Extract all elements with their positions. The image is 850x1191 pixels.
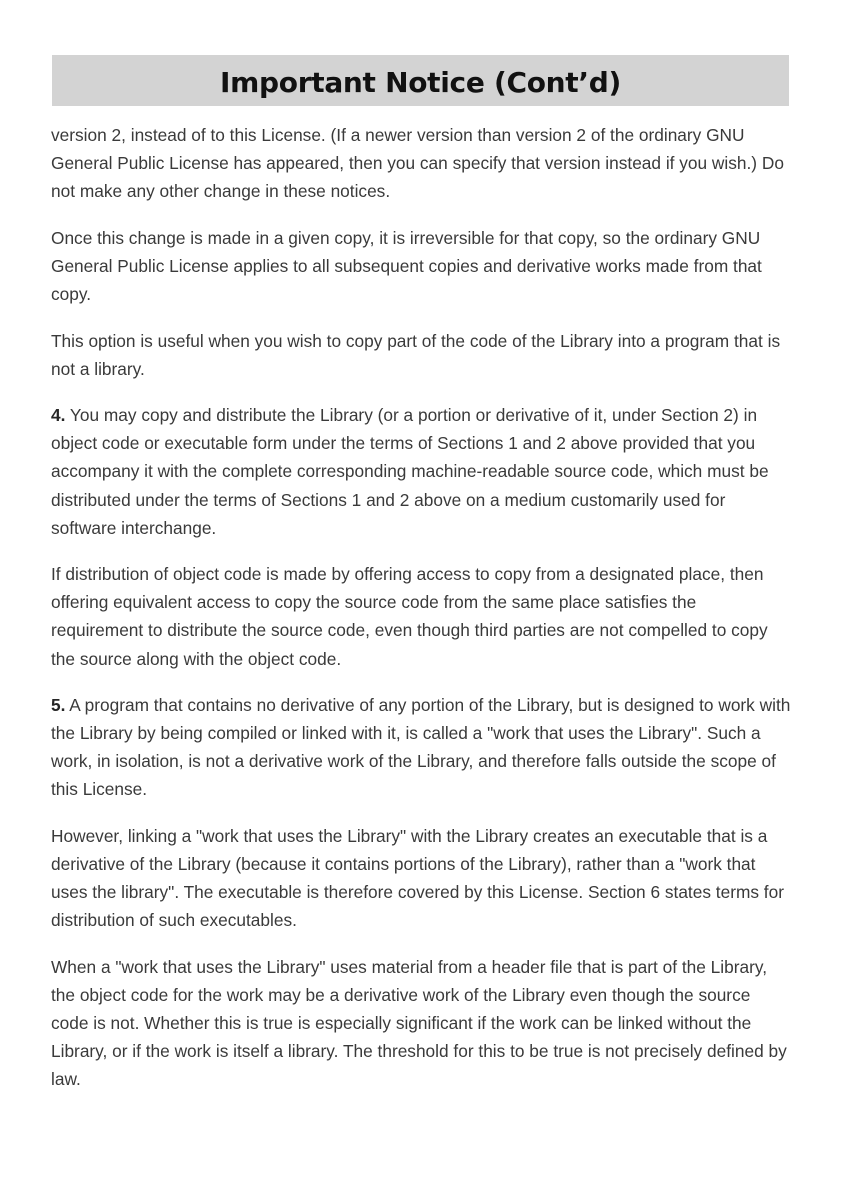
paragraph-text: Once this change is made in a given copy, it is irreversible for that copy, so the ordinary GNU General Public License applies to all subsequent copies and derivative works made from that copy. xyxy=(51,227,762,304)
paragraph xyxy=(51,121,791,205)
paragraph xyxy=(51,560,791,672)
section-number: 5. xyxy=(51,695,66,716)
paragraph-text: A program that contains no derivative of any portion of the Library, but is designed to work with the Library by being compiled or linked with it, is called a "work that uses the Library". Such a work, in isolation, is not a derivative work of the Library, and therefore falls outside the scope of this License. xyxy=(51,695,791,800)
paragraph xyxy=(51,224,791,308)
paragraph xyxy=(51,327,791,383)
paragraph-section-5 xyxy=(51,691,791,803)
paragraph xyxy=(51,822,791,934)
page-title: Important Notice (Cont’d) xyxy=(220,66,621,99)
paragraph-text: However, linking a "work that uses the Library" with the Library creates an executable that is a derivative of the Library (because it contains portions of the Library), rather than a "work that uses the library". The executable is therefore covered by this License. Section 6 states terms for distribution of such executables. xyxy=(51,825,784,931)
paragraph xyxy=(51,953,791,1093)
paragraph-text: When a "work that uses the Library" uses material from a header file that is part of the Library, the object code for the work may be a derivative work of the Library even though the source code is not. Whether this is true is especially significant if the work can be linked without the Library, or if the work is itself a library. The threshold for this to be true is not precisely defined by law. xyxy=(51,956,787,1090)
paragraph-text: If distribution of object code is made by offering access to copy from a designated place, then offering equivalent access to copy the source code from the same place satisfies the requirement to distribute the source code, even though third parties are not compelled to copy the source along with the object code. xyxy=(51,564,768,669)
document-body xyxy=(51,121,791,1112)
paragraph-section-4 xyxy=(51,401,791,541)
paragraph-text: version 2, instead of to this License. (If a newer version than version 2 of the ordinary GNU General Public License has appeared, then you can specify that version instead if you wish.) Do not make any other change in these notices. xyxy=(51,125,784,202)
section-number: 4. xyxy=(51,405,66,426)
paragraph-text: This option is useful when you wish to copy part of the code of the Library into a program that is not a library. xyxy=(51,330,781,379)
paragraph-text: You may copy and distribute the Library (or a portion or derivative of it, under Section 2) in object code or executable form under the terms of Sections 1 and 2 above provided that you accompany it with the complete corresponding machine-readable source code, which must be distributed under the terms of Sections 1 and 2 above on a medium customarily used for software interchange. xyxy=(51,405,769,538)
page-title-bar xyxy=(52,55,789,106)
